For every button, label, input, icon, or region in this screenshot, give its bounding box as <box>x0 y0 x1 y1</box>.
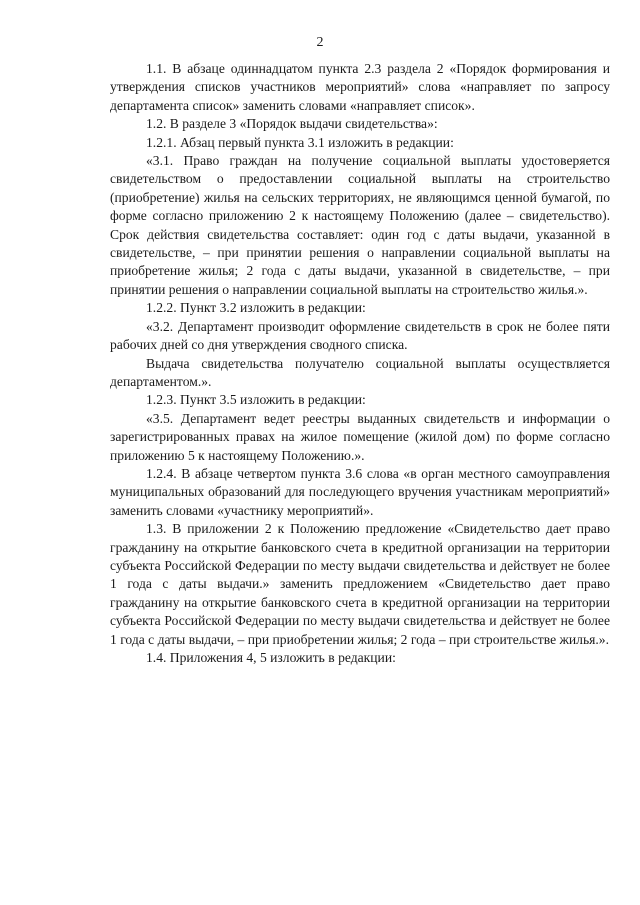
paragraph-1-2-2: 1.2.2. Пункт 3.2 изложить в редакции: <box>146 300 366 316</box>
paragraph-3-5-quote: «3.5. Департамент ведет реестры выданных свидетельств и информации о зарегистрированных правах на жилое помещение (жилой дом) по форме согласно приложению 5 к настоящему Положению.». <box>110 410 610 463</box>
paragraph-1-4: 1.4. Приложения 4, 5 изложить в редакции: <box>146 650 396 665</box>
paragraph-1-3: 1.3. В приложении 2 к Положению предложение «Свидетельство дает право гражданину на открытие банковского счета в кредитной организации на территории субъекта Российской Федерации по месту выдачи свидетельства и действует не более 1 года с даты выдачи.» заменить предложением «Свидетельство дает право гражданину на открытие банковского счета в кредитной организации на территории субъекта Российской Федерации по месту выдачи свидетельства и действует не более 1 года с даты выдачи, – при приобретении жилья; 2 года – при строительстве жилья.». <box>110 521 610 647</box>
document-body <box>110 60 610 667</box>
page-number: 2 <box>316 35 324 50</box>
paragraph-1-1: 1.1. В абзаце одиннадцатом пункта 2.3 раздела 2 «Порядок формирования и утверждения списков участников мероприятий» слова «направляет по запросу департамента список» заменить словами «направляет список». <box>110 61 610 113</box>
paragraph-1-2-1: 1.2.1. Абзац первый пункта 3.1 изложить в редакции: <box>146 134 454 150</box>
paragraph-3-2-quote: «3.2. Департамент производит оформление свидетельств в срок не более пяти рабочих дней со дня утверждения сводного списка. <box>110 318 610 353</box>
paragraph-3-2-issuance: Выдача свидетельства получателю социальной выплаты осуществляется департаментом.». <box>110 355 610 389</box>
paragraph-1-2: 1.2. В разделе 3 «Порядок выдачи свидетельства»: <box>146 116 438 132</box>
paragraph-1-2-3: 1.2.3. Пункт 3.5 изложить в редакции: <box>146 392 366 408</box>
paragraph-3-1-quote: «3.1. Право граждан на получение социальной выплаты удостоверяется свидетельством о предоставлении социальной выплаты на строительство (приобретение) жилья на сельских территориях, не являющимся ценной бумагой, по форме согласно приложению 2 к настоящему Положению (далее – свидетельство). Срок действия свидетельства составляет: один год с даты выдачи, указанной в свидетельстве, – при принятии решения о направлении социальной выплаты на приобретение жилья; 2 года с даты выдачи, указанной в свидетельстве, – при принятии решения о направлении социальной выплаты на строительство жилья.». <box>110 153 610 297</box>
paragraph-1-2-4: 1.2.4. В абзаце четвертом пункта 3.6 слова «в орган местного самоуправления муниципальных образований для последующего вручения участникам мероприятий» заменить словами «участнику мероприятий». <box>110 465 610 518</box>
